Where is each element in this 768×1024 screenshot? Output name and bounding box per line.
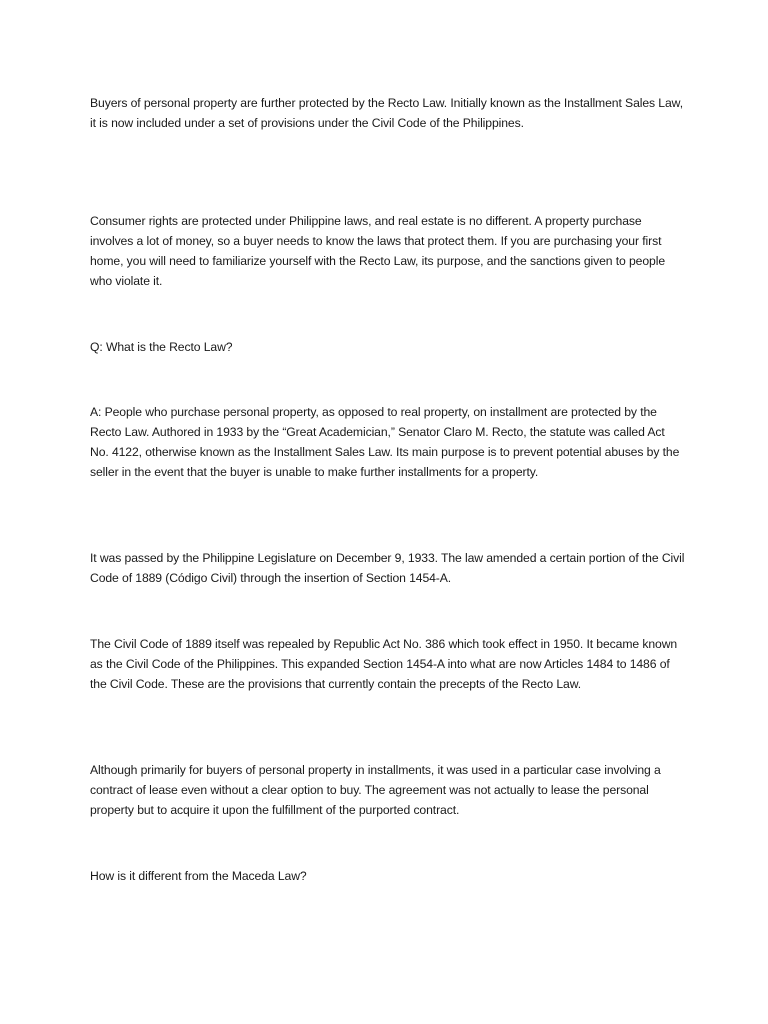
paragraph-legislature: It was passed by the Philippine Legislature on December 9, 1933. The law amended a certain portion of the Civil Code of 1889 (Código Civil) through the insertion of Section 1454-A. [90, 551, 685, 585]
paragraph-lease-case: Although primarily for buyers of personal property in installments, it was used in a particular case involving a contract of lease even without a clear option to buy. The agreement was not actually to lease the personal property but to acquire it upon the fulfillment of the purported contract. [90, 763, 661, 817]
paragraph-civil-code: The Civil Code of 1889 itself was repealed by Republic Act No. 386 which took effect in 1950. It became known as the Civil Code of the Philippines. This expanded Section 1454-A into what are now Articles 1484 to 1486 of the Civil Code. These are the provisions that currently contain the precepts of the Recto Law. [90, 637, 678, 691]
paragraph-consumer-rights: Consumer rights are protected under Philippine laws, and real estate is no different. A property purchase involves a lot of money, so a buyer needs to know the laws that protect them. If you are purchasing your first home, you will need to familiarize yourself with the Recto Law, its purpose, and the sanctions given to people who violate it. [90, 214, 666, 288]
paragraph-intro: Buyers of personal property are further protected by the Recto Law. Initially known as the Installment Sales Law, it is now included under a set of provisions under the Civil Code of the Philippines. [90, 96, 683, 130]
question-maceda-law: How is it different from the Maceda Law? [90, 869, 307, 883]
question-heading: Q: What is the Recto Law? [90, 340, 233, 354]
answer-paragraph: A: People who purchase personal property, as opposed to real property, on installment are protected by the Recto Law. Authored in 1933 by the “Great Academician,” Senator Claro M. Recto, the statute was called Act No. 4122, otherwise known as the Installment Sales Law. Its main purpose is to prevent potential abuses by the seller in the event that the buyer is unable to make further installments for a property. [90, 405, 680, 479]
